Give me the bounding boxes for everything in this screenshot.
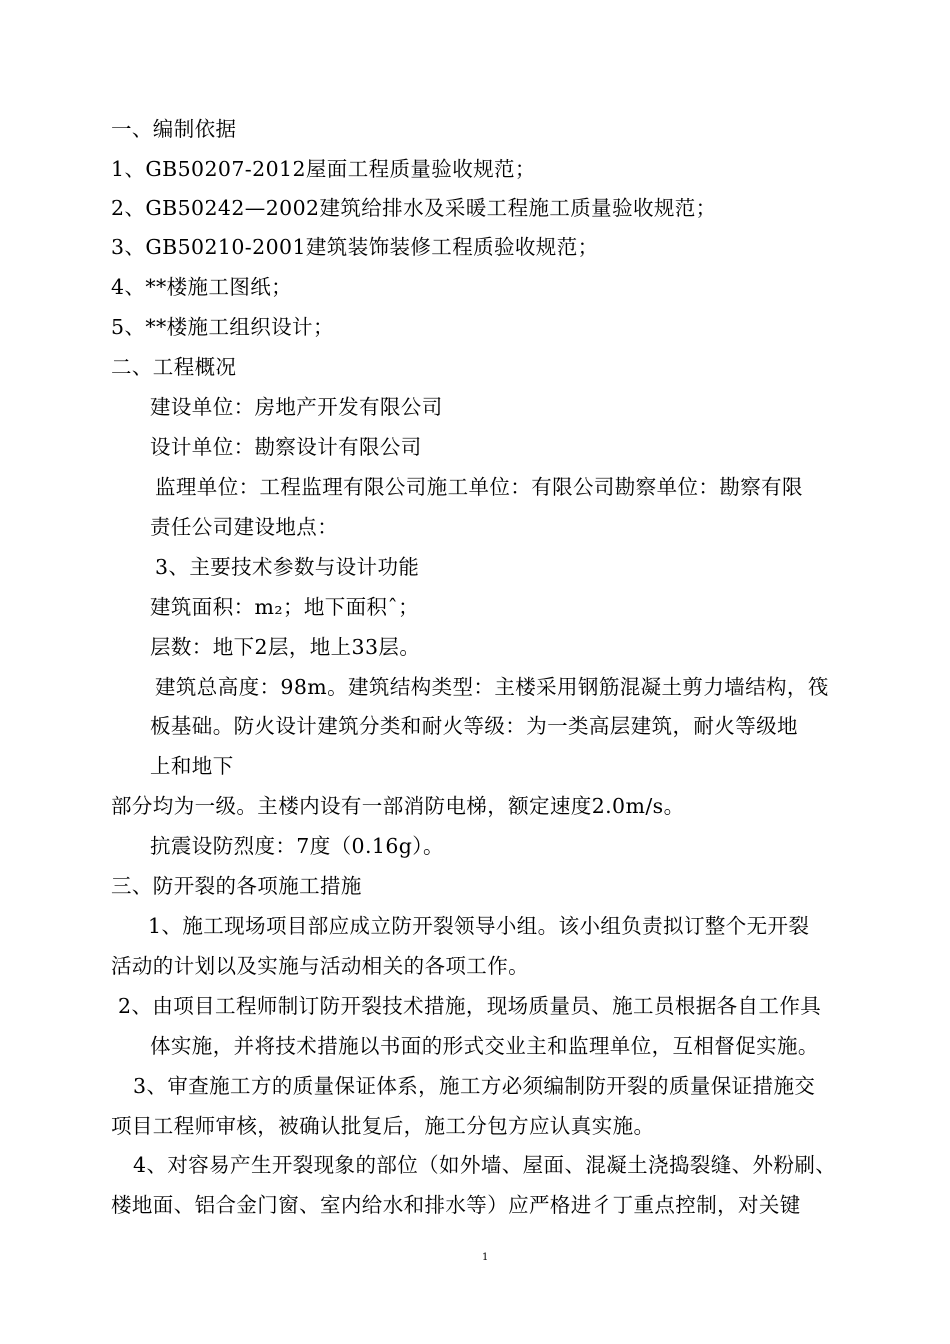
section-heading-1: 一、编制依据 xyxy=(111,117,237,141)
fire-rating-elevator: 部分均为一级。主楼内设有一部消防电梯，额定速度2.0m/s。 xyxy=(111,794,685,818)
measure-4: 4、对容易产生开裂现象的部位（如外墙、屋面、混凝土浇捣裂缝、外粉刷、 xyxy=(133,1153,837,1177)
building-area: 建筑面积：m₂；地下面积ˆ； xyxy=(150,595,420,619)
floor-count: 层数：地下2层，地上33层。 xyxy=(150,635,421,659)
section-heading-2: 二、工程概况 xyxy=(111,355,237,379)
technical-parameters-heading: 3、主要技术参数与设计功能 xyxy=(155,555,420,579)
foundation-fire-rating: 板基础。防火设计建筑分类和耐火等级：为一类高层建筑，耐火等级地 xyxy=(150,714,798,738)
measure-3: 3、审查施工方的质量保证体系，施工方必须编制防开裂的质量保证措施交 xyxy=(133,1074,816,1098)
basis-item-4: 4、**楼施工图纸； xyxy=(111,275,293,299)
basis-item-3: 3、GB50210-2001建筑装饰装修工程质验收规范； xyxy=(111,235,599,259)
building-height: 建筑总高度：98m。建筑结构类型：主楼采用钢筋混凝土剪力墙结构，筏 xyxy=(155,675,829,699)
measure-1: 1、施工现场项目部应成立防开裂领导小组。该小组负责拟订整个无开裂 xyxy=(148,914,810,938)
supervision-unit-continued: 责任公司建设地点： xyxy=(150,515,339,539)
supervision-unit: 监理单位：工程监理有限公司施工单位：有限公司勘察单位：勘察有限 xyxy=(155,475,803,499)
seismic-intensity: 抗震设防烈度：7度（0.16g）。 xyxy=(150,834,444,858)
section-heading-3: 三、防开裂的各项施工措施 xyxy=(111,874,362,898)
basis-item-1: 1、GB50207-2012屋面工程质量验收规范； xyxy=(111,157,536,181)
basis-item-5: 5、**楼施工组织设计； xyxy=(111,315,334,339)
page-number: 1 xyxy=(482,1252,489,1263)
construction-unit: 建设单位：房地产开发有限公司 xyxy=(150,395,443,419)
design-unit: 设计单位：勘察设计有限公司 xyxy=(150,435,422,459)
measure-3-continued: 项目工程师审核，被确认批复后，施工分包方应认真实施。 xyxy=(111,1114,655,1138)
basis-item-2: 2、GB50242—2002建筑给排水及采暖工程施工质量验收规范； xyxy=(111,196,717,220)
fire-rating-continued: 上和地下 xyxy=(150,754,234,778)
measure-2: 2、由项目工程师制订防开裂技术措施，现场质量员、施工员根据各自工作具 xyxy=(118,994,822,1018)
measure-2-continued: 体实施，并将技术措施以书面的形式交业主和监理单位，互相督促实施。 xyxy=(150,1034,819,1058)
measure-4-continued: 楼地面、铝合金门窗、室内给水和排水等）应严格进彳丁重点控制，对关键 xyxy=(111,1193,801,1217)
measure-1-continued: 活动的计划以及实施与活动相关的各项工作。 xyxy=(111,954,529,978)
